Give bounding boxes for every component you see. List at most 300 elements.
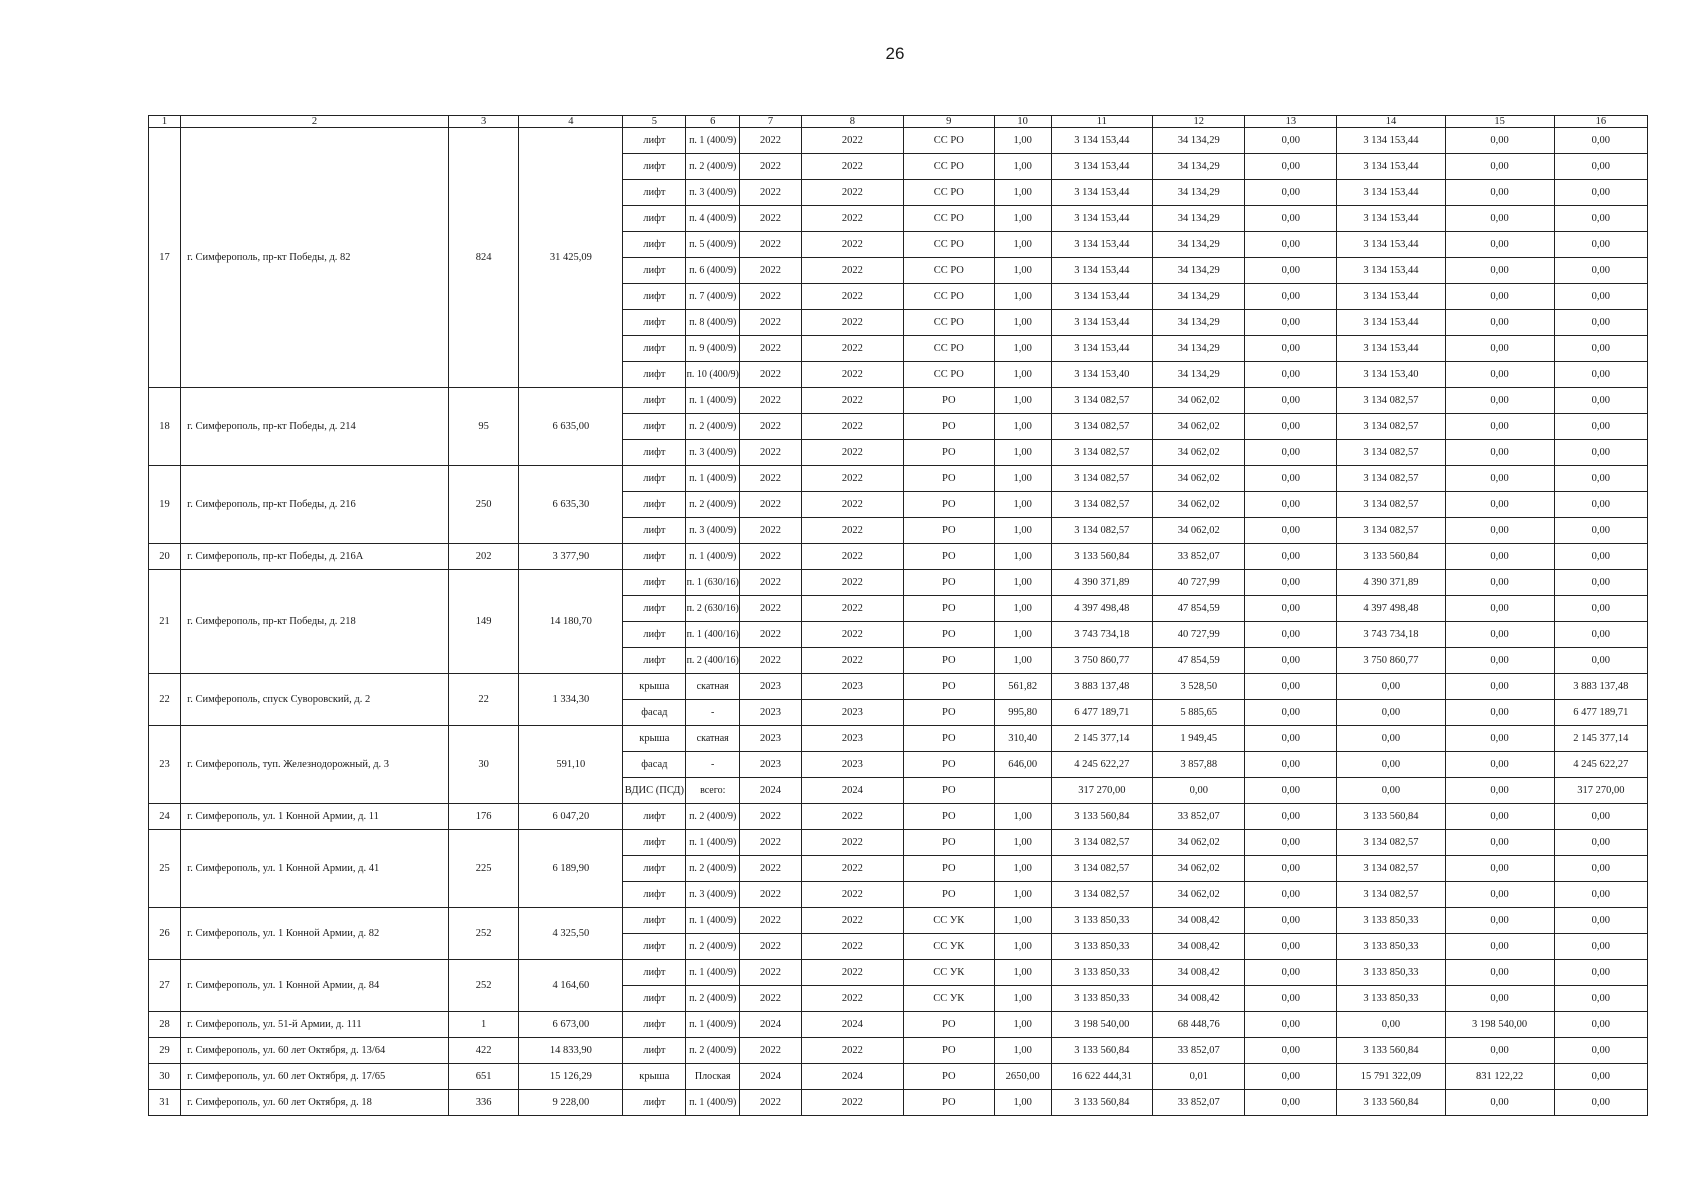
table-cell: 3 133 850,33 xyxy=(1051,960,1153,986)
table-cell: 3 134 153,44 xyxy=(1051,310,1153,336)
table-cell: фасад xyxy=(623,700,686,726)
col3-cell: 30 xyxy=(448,726,519,804)
table-cell: 2022 xyxy=(802,414,904,440)
table-cell: 3 134 082,57 xyxy=(1337,440,1445,466)
table-cell: 1,00 xyxy=(994,154,1051,180)
table-cell: 4 397 498,48 xyxy=(1337,596,1445,622)
table-cell: 3 134 153,44 xyxy=(1051,180,1153,206)
table-cell: 3 883 137,48 xyxy=(1051,674,1153,700)
table-cell: 0,00 xyxy=(1337,700,1445,726)
table-cell: 3 134 153,44 xyxy=(1337,180,1445,206)
col3-cell: 422 xyxy=(448,1038,519,1064)
table-cell: РО xyxy=(903,518,994,544)
table-cell: 0,00 xyxy=(1445,674,1554,700)
table-cell: 3 134 153,44 xyxy=(1337,128,1445,154)
table-cell: п. 1 (400/9) xyxy=(686,388,740,414)
table-cell: 317 270,00 xyxy=(1554,778,1647,804)
table-row xyxy=(149,1090,1648,1116)
table-cell: 3 134 082,57 xyxy=(1051,856,1153,882)
table-cell: 3 134 153,44 xyxy=(1337,336,1445,362)
table-cell: 0,00 xyxy=(1554,414,1647,440)
table-cell: 1,00 xyxy=(994,648,1051,674)
table-cell: 0,00 xyxy=(1445,1038,1554,1064)
table-cell: п. 3 (400/9) xyxy=(686,180,740,206)
table-cell: 3 528,50 xyxy=(1153,674,1245,700)
table-cell: СС РО xyxy=(903,128,994,154)
table-cell: 1,00 xyxy=(994,596,1051,622)
table-cell: 3 133 560,84 xyxy=(1051,544,1153,570)
table-cell: 2022 xyxy=(802,492,904,518)
row-number-cell: 25 xyxy=(149,830,181,908)
column-header: 5 xyxy=(623,116,686,128)
table-cell: РО xyxy=(903,1038,994,1064)
table-cell: лифт xyxy=(623,934,686,960)
table-cell: 0,00 xyxy=(1554,336,1647,362)
table-cell: 3 134 153,44 xyxy=(1337,310,1445,336)
address-cell: г. Симферополь, ул. 1 Конной Армии, д. 82 xyxy=(181,908,449,960)
table-cell: п. 10 (400/9) xyxy=(686,362,740,388)
table-cell xyxy=(994,778,1051,804)
table-body xyxy=(149,128,1648,1116)
table-cell: 2022 xyxy=(802,830,904,856)
table-cell: 0,00 xyxy=(1445,570,1554,596)
row-number-cell: 22 xyxy=(149,674,181,726)
table-cell: 3 134 153,44 xyxy=(1051,154,1153,180)
table-cell: скатная xyxy=(686,674,740,700)
table-cell: 0,00 xyxy=(1337,752,1445,778)
table-cell: 2022 xyxy=(739,310,801,336)
table-cell: 3 133 560,84 xyxy=(1051,1090,1153,1116)
table-cell: 2022 xyxy=(739,1090,801,1116)
row-number-cell: 27 xyxy=(149,960,181,1012)
table-cell: 0,00 xyxy=(1245,466,1337,492)
table-cell: 0,00 xyxy=(1554,440,1647,466)
address-cell: г. Симферополь, пр-кт Победы, д. 82 xyxy=(181,128,449,388)
table-cell: 3 133 560,84 xyxy=(1337,1038,1445,1064)
table-cell: 2022 xyxy=(802,934,904,960)
table-cell: 0,00 xyxy=(1245,934,1337,960)
table-row xyxy=(149,388,1648,414)
table-cell: 0,00 xyxy=(1445,804,1554,830)
table-cell: 0,00 xyxy=(1153,778,1245,804)
address-cell: г. Симферополь, ул. 60 лет Октября, д. 18 xyxy=(181,1090,449,1116)
table-cell: п. 3 (400/9) xyxy=(686,440,740,466)
table-cell: п. 2 (400/9) xyxy=(686,492,740,518)
table-cell: 3 133 850,33 xyxy=(1051,908,1153,934)
table-cell: 3 134 153,44 xyxy=(1051,284,1153,310)
table-cell: РО xyxy=(903,440,994,466)
table-cell: 34 134,29 xyxy=(1153,362,1245,388)
table-cell: 0,00 xyxy=(1445,232,1554,258)
table-cell: п. 1 (630/16) xyxy=(686,570,740,596)
col4-cell: 9 228,00 xyxy=(519,1090,623,1116)
table-cell: 2022 xyxy=(802,960,904,986)
table-cell: 3 134 082,57 xyxy=(1051,830,1153,856)
table-cell: РО xyxy=(903,882,994,908)
table-cell: 0,00 xyxy=(1245,674,1337,700)
table-cell: 0,00 xyxy=(1445,466,1554,492)
table-cell: всего: xyxy=(686,778,740,804)
table-cell: 6 477 189,71 xyxy=(1051,700,1153,726)
table-cell: 0,00 xyxy=(1245,336,1337,362)
table-row xyxy=(149,1064,1648,1090)
data-table xyxy=(148,115,1648,1116)
table-cell: СС РО xyxy=(903,362,994,388)
row-number-cell: 20 xyxy=(149,544,181,570)
table-cell: 0,00 xyxy=(1445,310,1554,336)
table-cell: крыша xyxy=(623,1064,686,1090)
table-cell: лифт xyxy=(623,830,686,856)
table-cell: 0,00 xyxy=(1554,232,1647,258)
table-cell: СС РО xyxy=(903,180,994,206)
table-cell: 0,00 xyxy=(1245,648,1337,674)
table-cell: 0,00 xyxy=(1245,960,1337,986)
table-cell: 3 133 850,33 xyxy=(1337,986,1445,1012)
table-cell: 16 622 444,31 xyxy=(1051,1064,1153,1090)
table-cell: 2022 xyxy=(802,362,904,388)
table-cell: 0,00 xyxy=(1554,622,1647,648)
table-cell: 2024 xyxy=(802,778,904,804)
table-cell: 0,00 xyxy=(1337,778,1445,804)
col4-cell: 6 047,20 xyxy=(519,804,623,830)
table-cell: 4 397 498,48 xyxy=(1051,596,1153,622)
table-cell: 3 133 850,33 xyxy=(1051,934,1153,960)
table-cell: 0,00 xyxy=(1245,440,1337,466)
table-cell: п. 4 (400/9) xyxy=(686,206,740,232)
table-cell: СС УК xyxy=(903,960,994,986)
table-cell: 34 134,29 xyxy=(1153,310,1245,336)
table-cell: 34 008,42 xyxy=(1153,934,1245,960)
column-header: 15 xyxy=(1445,116,1554,128)
table-cell: 0,00 xyxy=(1245,570,1337,596)
column-header: 6 xyxy=(686,116,740,128)
column-header: 12 xyxy=(1153,116,1245,128)
table-cell: 2023 xyxy=(802,700,904,726)
address-cell: г. Симферополь, ул. 60 лет Октября, д. 13/64 xyxy=(181,1038,449,1064)
table-cell: 2022 xyxy=(802,440,904,466)
table-cell: лифт xyxy=(623,258,686,284)
table-cell: 0,00 xyxy=(1445,336,1554,362)
table-container xyxy=(148,115,1648,1116)
table-cell: 2022 xyxy=(802,180,904,206)
table-cell: 2023 xyxy=(802,752,904,778)
table-cell: 3 134 082,57 xyxy=(1051,388,1153,414)
table-cell: 0,00 xyxy=(1445,986,1554,1012)
table-cell: 0,00 xyxy=(1554,882,1647,908)
table-cell: 2024 xyxy=(802,1012,904,1038)
table-cell: 2022 xyxy=(802,986,904,1012)
table-cell: 0,00 xyxy=(1245,908,1337,934)
address-cell: г. Симферополь, пр-кт Победы, д. 218 xyxy=(181,570,449,674)
table-cell: 2022 xyxy=(739,544,801,570)
table-cell: 2023 xyxy=(739,700,801,726)
table-cell: РО xyxy=(903,778,994,804)
table-cell: 3 133 560,84 xyxy=(1051,804,1153,830)
table-cell: 2022 xyxy=(802,908,904,934)
table-cell: 4 245 622,27 xyxy=(1051,752,1153,778)
table-cell: 0,00 xyxy=(1245,362,1337,388)
table-cell: РО xyxy=(903,648,994,674)
table-cell: лифт xyxy=(623,804,686,830)
table-cell: 3 134 082,57 xyxy=(1337,856,1445,882)
table-cell: 2022 xyxy=(739,830,801,856)
table-cell: РО xyxy=(903,674,994,700)
table-cell: 3 133 560,84 xyxy=(1051,1038,1153,1064)
table-cell: 0,00 xyxy=(1245,700,1337,726)
table-cell: 2 145 377,14 xyxy=(1554,726,1647,752)
table-cell: РО xyxy=(903,622,994,648)
table-cell: 3 743 734,18 xyxy=(1337,622,1445,648)
table-cell: 0,00 xyxy=(1554,388,1647,414)
table-cell: 2022 xyxy=(739,128,801,154)
table-cell: 2022 xyxy=(739,1038,801,1064)
table-cell: 3 883 137,48 xyxy=(1554,674,1647,700)
table-cell: РО xyxy=(903,492,994,518)
table-cell: 0,00 xyxy=(1445,908,1554,934)
table-cell: 3 134 153,40 xyxy=(1337,362,1445,388)
table-cell: лифт xyxy=(623,310,686,336)
table-cell: 47 854,59 xyxy=(1153,648,1245,674)
address-cell: г. Симферополь, ул. 1 Конной Армии, д. 11 xyxy=(181,804,449,830)
table-cell: 68 448,76 xyxy=(1153,1012,1245,1038)
col4-cell: 591,10 xyxy=(519,726,623,804)
table-cell: 2022 xyxy=(739,856,801,882)
table-row xyxy=(149,466,1648,492)
col4-cell: 4 325,50 xyxy=(519,908,623,960)
table-cell: 2022 xyxy=(739,414,801,440)
table-cell: СС РО xyxy=(903,206,994,232)
address-cell: г. Симферополь, ул. 60 лет Октября, д. 17/65 xyxy=(181,1064,449,1090)
table-cell: 0,00 xyxy=(1445,258,1554,284)
table-cell: 1,00 xyxy=(994,804,1051,830)
table-cell: РО xyxy=(903,414,994,440)
table-cell: 33 852,07 xyxy=(1153,1038,1245,1064)
table-cell: 0,00 xyxy=(1245,622,1337,648)
table-cell: 2022 xyxy=(739,518,801,544)
page-number: 26 xyxy=(885,44,905,63)
table-cell: 0,00 xyxy=(1554,154,1647,180)
table-cell: 0,00 xyxy=(1445,440,1554,466)
table-cell: 34 134,29 xyxy=(1153,232,1245,258)
col3-cell: 651 xyxy=(448,1064,519,1090)
table-cell: РО xyxy=(903,466,994,492)
table-cell: 2022 xyxy=(739,466,801,492)
table-cell: 0,00 xyxy=(1554,180,1647,206)
table-cell: 2022 xyxy=(739,570,801,596)
col3-cell: 1 xyxy=(448,1012,519,1038)
table-cell: 34 134,29 xyxy=(1153,206,1245,232)
table-cell: 34 062,02 xyxy=(1153,440,1245,466)
table-cell: 2022 xyxy=(739,206,801,232)
table-cell: 2022 xyxy=(739,882,801,908)
table-row xyxy=(149,804,1648,830)
table-cell: 3 134 082,57 xyxy=(1337,830,1445,856)
col4-cell: 31 425,09 xyxy=(519,128,623,388)
row-number-cell: 24 xyxy=(149,804,181,830)
table-cell: 3 134 153,44 xyxy=(1337,154,1445,180)
table-cell: 3 134 153,44 xyxy=(1337,232,1445,258)
table-row xyxy=(149,960,1648,986)
table-cell: 1,00 xyxy=(994,362,1051,388)
col4-cell: 6 189,90 xyxy=(519,830,623,908)
table-cell: 1,00 xyxy=(994,1090,1051,1116)
table-cell: 0,00 xyxy=(1445,934,1554,960)
table-cell: 0,00 xyxy=(1445,544,1554,570)
table-cell: 995,80 xyxy=(994,700,1051,726)
table-cell: 0,00 xyxy=(1445,414,1554,440)
table-cell: 2022 xyxy=(802,310,904,336)
table-cell: 2022 xyxy=(739,596,801,622)
table-cell: - xyxy=(686,700,740,726)
table-cell: лифт xyxy=(623,492,686,518)
table-cell: РО xyxy=(903,726,994,752)
table-cell: 1,00 xyxy=(994,466,1051,492)
table-cell: 1,00 xyxy=(994,284,1051,310)
col3-cell: 95 xyxy=(448,388,519,466)
table-row xyxy=(149,908,1648,934)
table-cell: лифт xyxy=(623,232,686,258)
table-cell: 1,00 xyxy=(994,1012,1051,1038)
table-cell: 3 134 082,57 xyxy=(1051,492,1153,518)
table-cell: 1,00 xyxy=(994,934,1051,960)
table-cell: 0,00 xyxy=(1554,934,1647,960)
col3-cell: 336 xyxy=(448,1090,519,1116)
table-cell: РО xyxy=(903,388,994,414)
table-cell: лифт xyxy=(623,206,686,232)
table-cell: 1,00 xyxy=(994,128,1051,154)
table-cell: п. 5 (400/9) xyxy=(686,232,740,258)
table-cell: 0,00 xyxy=(1554,206,1647,232)
table-cell: 0,00 xyxy=(1554,1012,1647,1038)
table-cell: 2023 xyxy=(739,726,801,752)
table-cell: РО xyxy=(903,570,994,596)
table-row xyxy=(149,726,1648,752)
address-cell: г. Симферополь, ул. 1 Конной Армии, д. 84 xyxy=(181,960,449,1012)
table-cell: 0,00 xyxy=(1554,1038,1647,1064)
table-cell: 5 885,65 xyxy=(1153,700,1245,726)
table-cell: 1,00 xyxy=(994,830,1051,856)
table-cell: 2022 xyxy=(802,856,904,882)
table-cell: лифт xyxy=(623,622,686,648)
table-cell: 3 133 560,84 xyxy=(1337,804,1445,830)
col3-cell: 225 xyxy=(448,830,519,908)
table-cell: 0,00 xyxy=(1245,544,1337,570)
table-cell: 3 133 560,84 xyxy=(1337,1090,1445,1116)
table-cell: 0,00 xyxy=(1554,1090,1647,1116)
table-cell: 1,00 xyxy=(994,336,1051,362)
table-cell: п. 2 (400/9) xyxy=(686,804,740,830)
table-cell: лифт xyxy=(623,336,686,362)
table-cell: лифт xyxy=(623,128,686,154)
table-cell: лифт xyxy=(623,544,686,570)
table-cell: п. 1 (400/16) xyxy=(686,622,740,648)
table-cell: 3 134 153,44 xyxy=(1051,128,1153,154)
col3-cell: 824 xyxy=(448,128,519,388)
table-cell: 34 062,02 xyxy=(1153,882,1245,908)
table-cell: 34 134,29 xyxy=(1153,284,1245,310)
table-cell: 0,00 xyxy=(1554,596,1647,622)
table-cell: 0,00 xyxy=(1554,362,1647,388)
col3-cell: 176 xyxy=(448,804,519,830)
table-cell: 1,00 xyxy=(994,440,1051,466)
table-cell: 0,00 xyxy=(1445,726,1554,752)
table-cell: 2022 xyxy=(739,622,801,648)
table-cell: РО xyxy=(903,1090,994,1116)
table-cell: 2023 xyxy=(802,726,904,752)
column-header: 8 xyxy=(802,116,904,128)
table-cell: 2022 xyxy=(739,960,801,986)
row-number-cell: 31 xyxy=(149,1090,181,1116)
table-cell: 3 198 540,00 xyxy=(1051,1012,1153,1038)
column-header: 16 xyxy=(1554,116,1647,128)
table-cell: лифт xyxy=(623,466,686,492)
table-cell: 3 857,88 xyxy=(1153,752,1245,778)
table-cell: п. 3 (400/9) xyxy=(686,518,740,544)
col4-cell: 6 673,00 xyxy=(519,1012,623,1038)
row-number-cell: 26 xyxy=(149,908,181,960)
table-row xyxy=(149,1012,1648,1038)
table-cell: 33 852,07 xyxy=(1153,1090,1245,1116)
row-number-cell: 28 xyxy=(149,1012,181,1038)
table-cell: 0,00 xyxy=(1554,492,1647,518)
col3-cell: 202 xyxy=(448,544,519,570)
table-cell: 0,00 xyxy=(1245,1064,1337,1090)
table-cell: 6 477 189,71 xyxy=(1554,700,1647,726)
table-cell: 2022 xyxy=(802,804,904,830)
table-cell: п. 8 (400/9) xyxy=(686,310,740,336)
table-row xyxy=(149,830,1648,856)
row-number-cell: 30 xyxy=(149,1064,181,1090)
table-cell: 3 750 860,77 xyxy=(1337,648,1445,674)
col3-cell: 252 xyxy=(448,908,519,960)
address-cell: г. Симферополь, ул. 51-й Армии, д. 111 xyxy=(181,1012,449,1038)
table-cell: 2022 xyxy=(739,648,801,674)
table-cell: 3 134 153,44 xyxy=(1337,206,1445,232)
table-cell: 3 133 850,33 xyxy=(1337,934,1445,960)
table-cell: 0,00 xyxy=(1445,284,1554,310)
table-cell: СС УК xyxy=(903,986,994,1012)
table-cell: 2022 xyxy=(802,622,904,648)
table-cell: 0,00 xyxy=(1554,960,1647,986)
table-cell: 3 134 153,44 xyxy=(1337,258,1445,284)
table-cell: 1,00 xyxy=(994,206,1051,232)
table-cell: 0,00 xyxy=(1245,206,1337,232)
table-cell: 1,00 xyxy=(994,414,1051,440)
table-cell: 2022 xyxy=(802,544,904,570)
table-cell: 34 134,29 xyxy=(1153,180,1245,206)
table-cell: 0,00 xyxy=(1554,856,1647,882)
address-cell: г. Симферополь, ул. 1 Конной Армии, д. 41 xyxy=(181,830,449,908)
table-cell: 2022 xyxy=(802,336,904,362)
table-cell: 1,00 xyxy=(994,622,1051,648)
table-cell: 15 791 322,09 xyxy=(1337,1064,1445,1090)
table-cell: 4 245 622,27 xyxy=(1554,752,1647,778)
table-cell: РО xyxy=(903,1012,994,1038)
address-cell: г. Симферополь, пр-кт Победы, д. 216 xyxy=(181,466,449,544)
table-cell: 2022 xyxy=(802,648,904,674)
table-cell: 34 062,02 xyxy=(1153,856,1245,882)
table-cell: 0,00 xyxy=(1445,388,1554,414)
table-cell: п. 2 (400/9) xyxy=(686,1038,740,1064)
table-cell: 1,00 xyxy=(994,960,1051,986)
table-cell: 34 008,42 xyxy=(1153,908,1245,934)
address-cell: г. Симферополь, пр-кт Победы, д. 214 xyxy=(181,388,449,466)
table-cell: РО xyxy=(903,544,994,570)
table-cell: РО xyxy=(903,1064,994,1090)
table-cell: лифт xyxy=(623,154,686,180)
table-cell: 0,00 xyxy=(1245,414,1337,440)
table-cell: РО xyxy=(903,752,994,778)
